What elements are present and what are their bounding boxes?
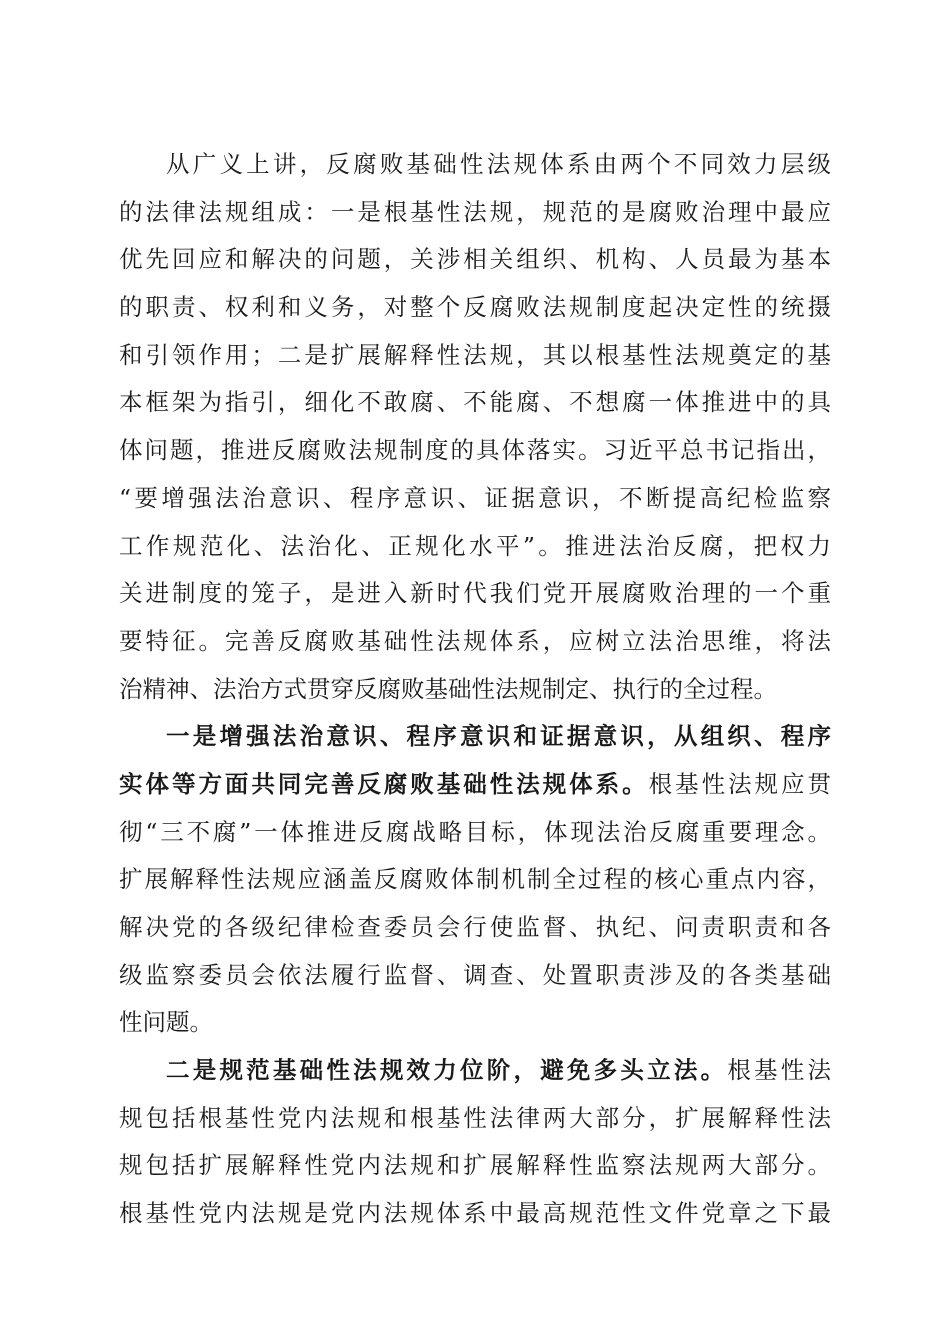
text-line: 实体等方面共同完善反腐败基础性法规体系。根基性法规应贯 (119, 769, 832, 798)
document-body (119, 141, 831, 1238)
text-line: 扩展解释性法规应涵盖反腐败体制机制全过程的核心重点内容， (119, 865, 831, 894)
text-line: 工作规范化、法治化、正规化水平”。推进法治反腐，把权力 (119, 531, 831, 560)
text-line: 和引领作用；二是扩展解释性法规，其以根基性法规奠定的基 (119, 340, 831, 369)
text-line: 本框架为指引，细化不敢腐、不能腐、不想腐一体推进中的具 (119, 388, 831, 417)
text-line: 解决党的各级纪律检查委员会行使监督、执纪、问责职责和各 (119, 913, 831, 941)
text-line: 一是增强法治意识、程序意识和证据意识，从组织、程序 (166, 722, 831, 751)
text-line: 二是规范基础性法规效力位阶，避免多头立法。根基性法 (166, 1056, 832, 1085)
text-line: 要特征。完善反腐败基础性法规体系，应树立法治思维，将法 (119, 626, 831, 655)
text-line: 的职责、权利和义务，对整个反腐败法规制度起决定性的统摄 (119, 293, 831, 322)
text-line: 从广义上讲，反腐败基础性法规体系由两个不同效力层级 (166, 150, 831, 178)
text-line: 性问题。 (119, 1008, 213, 1037)
text-line: 级监察委员会依法履行监督、调查、处置职责涉及的各类基础 (119, 960, 831, 989)
paragraph-3 (119, 1047, 831, 1238)
text-line: 规包括根基性党内法规和根基性法律两大部分，扩展解释性法 (119, 1103, 831, 1132)
text-line: 治精神、法治方式贯穿反腐败基础性法规制定、执行的全过程。 (119, 674, 777, 703)
text-line: 体问题，推进反腐败法规制度的具体落实。习近平总书记指出， (119, 436, 831, 465)
text-line: “要增强法治意识、程序意识、证据意识，不断提高纪检监察 (119, 483, 831, 512)
text-line: 根基性党内法规是党内法规体系中最高规范性文件党章之下最 (119, 1199, 831, 1228)
text-line: 彻“三不腐”一体推进反腐战略目标，体现法治反腐重要理念。 (119, 817, 831, 846)
text-line: 的法律法规组成：一是根基性法规，规范的是腐败治理中最应 (119, 197, 831, 226)
text-line: 关进制度的笼子，是进入新时代我们党开展腐败治理的一个重 (119, 579, 831, 608)
paragraph-2 (119, 713, 831, 1047)
text-line: 规包括扩展解释性党内法规和扩展解释性监察法规两大部分。 (119, 1151, 831, 1180)
paragraph-1 (119, 141, 831, 713)
text-line: 优先回应和解决的问题，关涉相关组织、机构、人员最为基本 (119, 245, 831, 274)
